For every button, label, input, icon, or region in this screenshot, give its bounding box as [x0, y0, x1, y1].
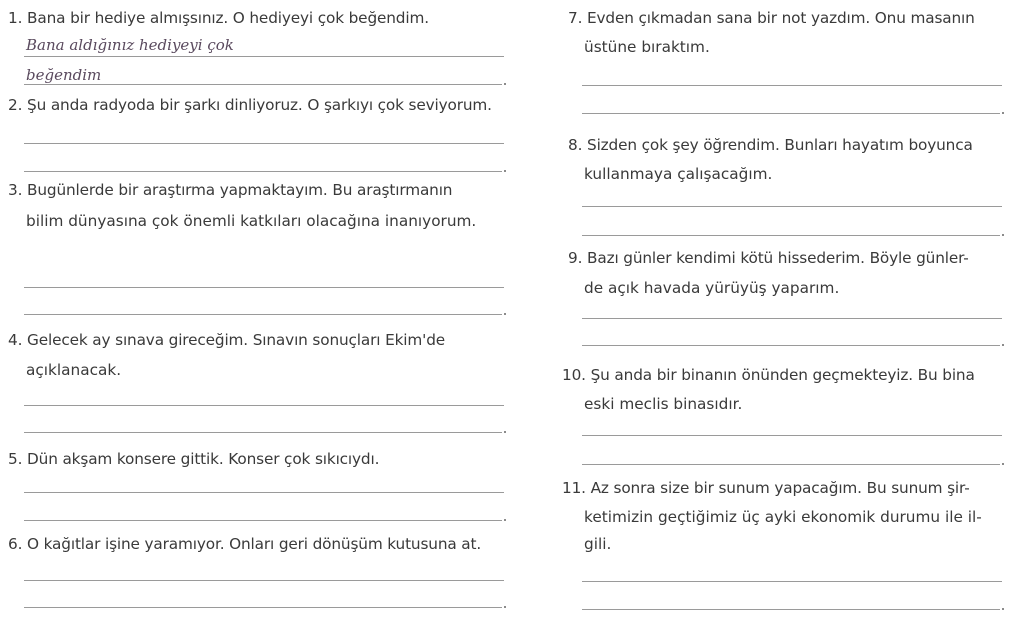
answer-blank[interactable] — [582, 318, 1002, 319]
question-3 — [8, 177, 452, 203]
end-dot — [504, 170, 506, 172]
question-text: Dün akşam konsere gittik. Konser çok sıkıcıydı. — [27, 450, 380, 468]
question-number: 8. — [568, 136, 583, 154]
end-dot — [504, 313, 506, 315]
question-text: Bana bir hediye almışsınız. O hediyeyi çok beğendim. — [27, 9, 429, 27]
question-number: 5. — [8, 450, 23, 468]
question-text-cont: ketimizin geçtiğimiz üç ayki ekonomik durumu ile il- — [584, 508, 982, 526]
answer-blank[interactable] — [24, 520, 502, 521]
answer-blank[interactable] — [24, 56, 504, 57]
question-9 — [568, 245, 969, 271]
question-number: 4. — [8, 331, 23, 349]
question-number: 9. — [568, 249, 583, 267]
question-11 — [562, 475, 970, 501]
question-number: 10. — [562, 366, 586, 384]
end-dot — [504, 519, 506, 521]
answer-blank[interactable] — [24, 84, 502, 85]
question-text-cont: üstüne bıraktım. — [584, 38, 710, 56]
question-1 — [8, 5, 429, 31]
question-4 — [8, 327, 445, 353]
question-number: 11. — [562, 479, 586, 497]
end-dot — [1002, 463, 1004, 465]
answer-blank[interactable] — [582, 85, 1002, 86]
end-dot — [1002, 608, 1004, 610]
answer-blank[interactable] — [24, 580, 504, 581]
question-text: Bugünlerde bir araştırma yapmaktayım. Bu araştırmanın — [27, 181, 453, 199]
question-7 — [568, 5, 975, 31]
end-dot — [504, 606, 506, 608]
question-text-cont: kullanmaya çalışacağım. — [584, 165, 773, 183]
question-number: 2. — [8, 96, 23, 114]
answer-blank[interactable] — [582, 435, 1002, 436]
question-number: 6. — [8, 535, 23, 553]
question-text: Gelecek ay sınava gireceğim. Sınavın sonuçları Ekim'de — [27, 331, 446, 349]
question-number: 1. — [8, 9, 23, 27]
question-text: Az sonra size bir sunum yapacağım. Bu sunum şir- — [590, 479, 970, 497]
end-dot — [504, 83, 506, 85]
question-text: O kağıtlar işine yaramıyor. Onları geri dönüşüm kutusuna at. — [27, 535, 482, 553]
answer-blank[interactable] — [24, 143, 504, 144]
end-dot — [1002, 112, 1004, 114]
answer-blank[interactable] — [24, 287, 504, 288]
question-2 — [8, 92, 492, 118]
answer-blank[interactable] — [24, 492, 504, 493]
answer-blank[interactable] — [582, 113, 1000, 114]
answer-blank[interactable] — [24, 607, 502, 608]
question-10 — [562, 362, 975, 388]
question-text: Evden çıkmadan sana bir not yazdım. Onu masanın — [587, 9, 975, 27]
question-number: 7. — [568, 9, 583, 27]
answer-blank[interactable] — [582, 345, 1000, 346]
question-number: 3. — [8, 181, 23, 199]
question-text: Şu anda bir binanın önünden geçmekteyiz. Bu bina — [590, 366, 975, 384]
end-dot — [1002, 344, 1004, 346]
question-text-cont: gili. — [584, 535, 612, 553]
question-text-cont: açıklanacak. — [26, 361, 122, 379]
question-text-cont: bilim dünyasına çok önemli katkıları olacağına inanıyorum. — [26, 212, 477, 230]
question-text: Bazı günler kendimi kötü hissederim. Böyle günler- — [587, 249, 969, 267]
answer-blank[interactable] — [24, 432, 502, 433]
answer-line-1: Bana aldığınız hediyeyi çok — [26, 36, 234, 54]
question-text: Şu anda radyoda bir şarkı dinliyoruz. O şarkıyı çok seviyorum. — [27, 96, 492, 114]
question-text: Sizden çok şey öğrendim. Bunları hayatım boyunca — [587, 136, 973, 154]
question-text-cont: eski meclis binasıdır. — [584, 395, 743, 413]
question-text-cont: de açık havada yürüyüş yaparım. — [584, 279, 840, 297]
answer-blank[interactable] — [582, 581, 1002, 582]
answer-blank[interactable] — [582, 609, 1000, 610]
answer-line-2: beğendim — [26, 66, 102, 84]
end-dot — [504, 431, 506, 433]
end-dot — [1002, 234, 1004, 236]
answer-blank[interactable] — [582, 235, 1000, 236]
question-6 — [8, 531, 481, 557]
answer-blank[interactable] — [24, 171, 502, 172]
question-8 — [568, 132, 973, 158]
answer-blank[interactable] — [582, 206, 1002, 207]
answer-blank[interactable] — [24, 314, 502, 315]
question-5 — [8, 446, 379, 472]
answer-blank[interactable] — [582, 464, 1000, 465]
answer-blank[interactable] — [24, 405, 504, 406]
